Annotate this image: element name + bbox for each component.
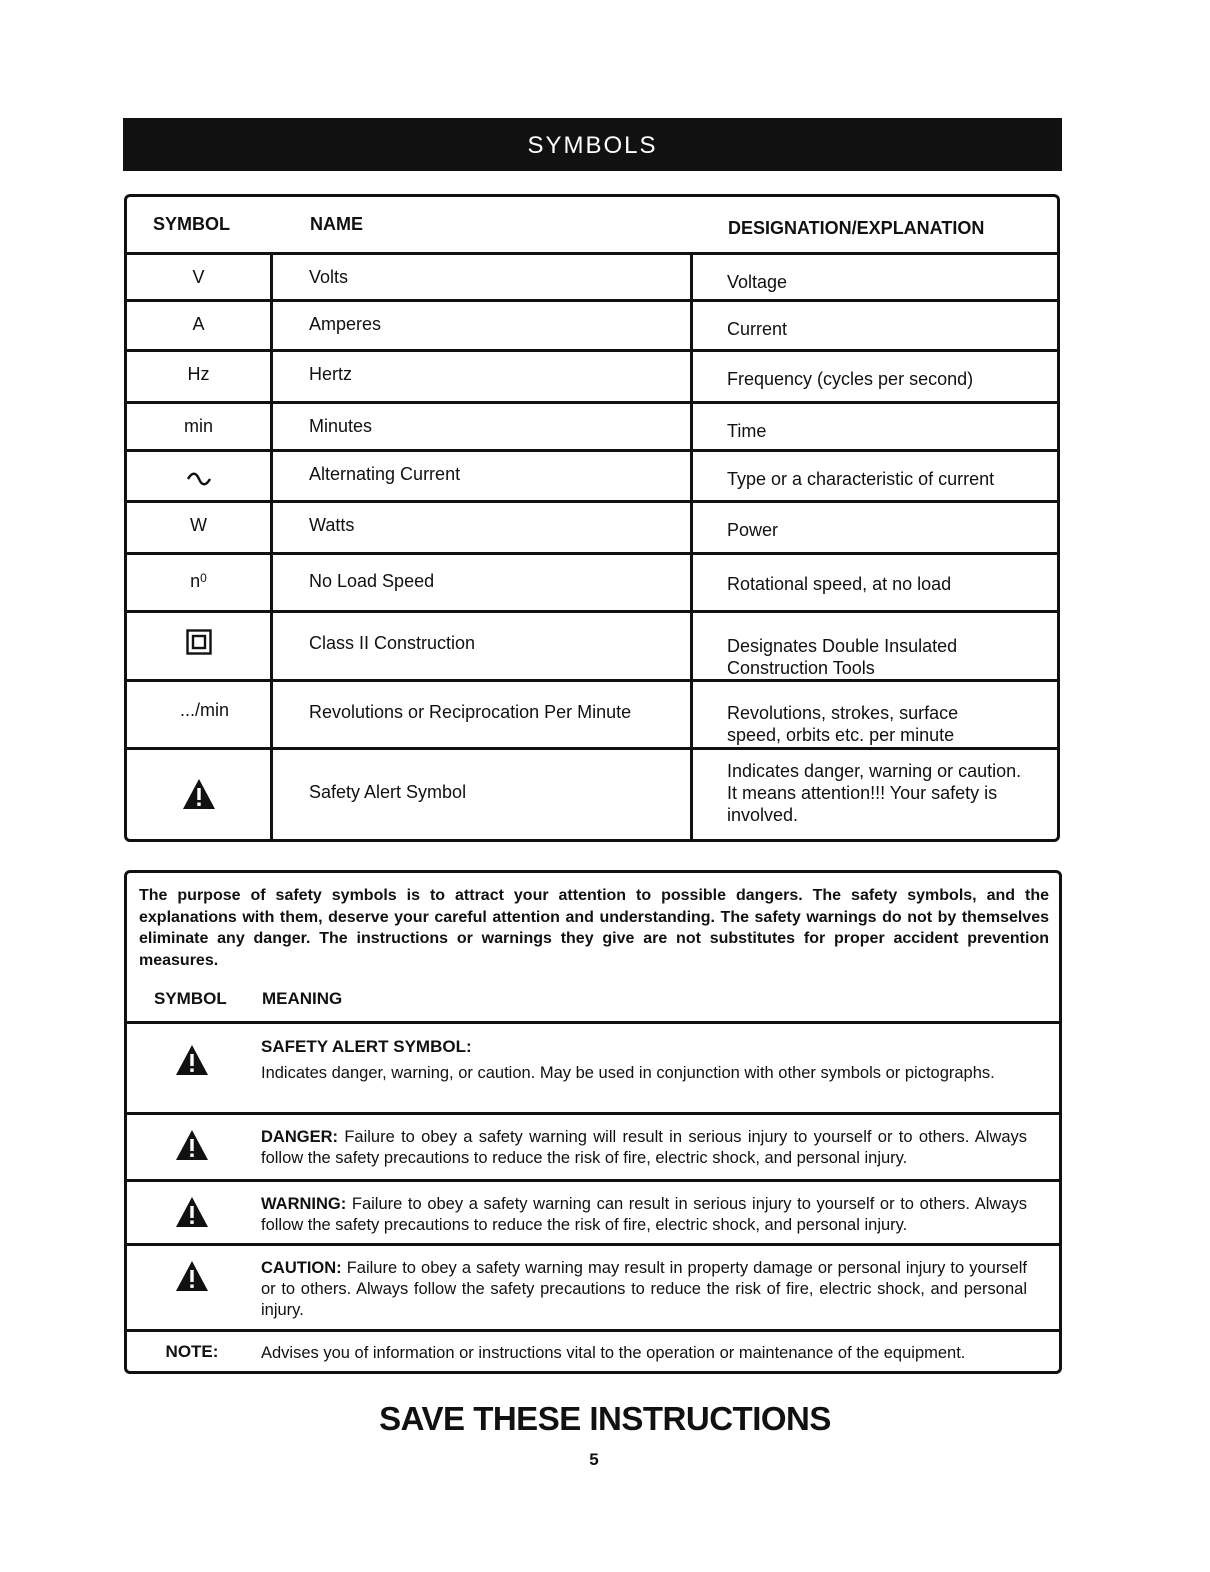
row-meaning [261,1127,1027,1169]
row-name: Hertz [273,352,693,401]
header-symbol: SYMBOL [154,989,227,1008]
row-name: Watts [273,503,693,552]
row-symbol [127,1115,257,1161]
row-symbol [127,1246,257,1292]
row-name: Safety Alert Symbol [273,750,693,839]
row-explanation [693,613,1057,679]
safety-alert-icon [175,1196,209,1228]
header-explanation: DESIGNATION/EXPLANATION [728,218,985,238]
row-explanation: Rotational speed, at no load [727,574,952,594]
row-symbol [127,1182,257,1228]
explanation-line: Construction Tools [727,658,875,678]
explanation-line: Indicates danger, warning or caution. [727,761,1022,781]
alternating-current-icon [186,470,212,490]
note-label: NOTE: [165,1342,219,1361]
row-explanation: Power [727,520,779,540]
note-text: Advises you of information or instructions vital to the operation or maintenance of the equipment. [261,1344,966,1362]
row-symbol [127,1024,257,1076]
safety-row [127,1112,1059,1179]
safety-row [127,1179,1059,1243]
row-name: Minutes [273,404,693,449]
row-name: Amperes [273,302,693,349]
symbols-table-header [127,197,1057,255]
row-symbol: .../min [127,682,273,747]
symbols-table [124,194,1060,842]
table-row [127,613,1057,682]
double-insulated-icon [186,629,212,655]
symbols-banner [123,118,1062,171]
table-row [127,555,1057,613]
safety-alert-icon [175,1129,209,1161]
row-symbol: W [127,503,273,552]
row-label: SAFETY ALERT SYMBOL: [261,1037,472,1056]
safety-symbols-table [124,870,1062,1374]
row-symbol [127,750,273,839]
table-row [127,452,1057,503]
row-explanation [693,682,1057,747]
table-row [127,302,1057,352]
banner-title: SYMBOLS [527,131,658,159]
row-explanation: Frequency (cycles per second) [727,369,974,389]
safety-row [127,1243,1059,1329]
row-symbol: V [127,255,273,299]
explanation-line: Designates Double Insulated [727,636,958,656]
row-text: Failure to obey a safety warning may result in property damage or personal injury to yourself or to others. Always follow the safety precautions to reduce the risk of fire, electric shock, and personal injury. [261,1259,1027,1319]
row-text: Failure to obey a safety warning can result in serious injury to yourself or to others. Always follow the safety precautions to reduce the risk of fire, electric shock, and personal injury. [261,1195,1027,1234]
row-label: WARNING: [261,1195,347,1213]
row-symbol [127,452,273,500]
row-explanation: Voltage [727,272,788,292]
row-name: No Load Speed [273,555,693,610]
safety-row [127,1021,1059,1112]
safety-intro-paragraph: The purpose of safety symbols is to attract your attention to possible dangers. The safety symbols, and the explanations with them, deserve your careful attention and understanding. The safety warnings do not by themselves eliminate any danger. The instructions or warnings they give are not substitutes for proper accident prevention measures. [139,887,1049,969]
row-name: Alternating Current [273,452,693,500]
row-name: Class II Construction [273,613,693,679]
row-explanation: Current [727,319,788,339]
table-row [127,750,1057,839]
safety-alert-icon [175,1044,209,1076]
row-explanation: Time [727,421,767,441]
safety-alert-icon [175,1260,209,1292]
explanation-line: involved. [727,805,799,825]
header-symbol: SYMBOL [153,214,231,234]
page-number: 5 [589,1450,599,1469]
row-symbol: Hz [127,352,273,401]
row-name: Revolutions or Reciprocation Per Minute [273,682,693,747]
table-row [127,682,1057,750]
row-meaning [261,1258,1027,1321]
header-name: NAME [310,214,363,234]
no-load-symbol: n [190,571,201,591]
row-symbol: min [127,404,273,449]
explanation-line: Revolutions, strokes, surface [727,703,959,723]
no-load-subscript: 0 [200,571,207,585]
safety-alert-icon [182,778,216,810]
explanation-line: speed, orbits etc. per minute [727,725,955,745]
table-row [127,404,1057,452]
row-meaning [261,1036,1027,1084]
row-text: Indicates danger, warning, or caution. May be used in conjunction with other symbols or pictographs. [261,1064,995,1082]
row-symbol: A [127,302,273,349]
table-row [127,255,1057,302]
row-name: Volts [273,255,693,299]
row-symbol [127,613,273,679]
row-symbol [127,555,273,610]
table-row [127,352,1057,404]
row-meaning [261,1194,1027,1236]
row-label: DANGER: [261,1128,338,1146]
row-explanation: Type or a characteristic of current [727,469,995,489]
header-meaning: MEANING [262,989,343,1008]
row-text: Failure to obey a safety warning will result in serious injury to yourself or to others. Always follow the safety precautions to reduce the risk of fire, electric shock, and personal injury. [261,1128,1027,1167]
row-label: CAUTION: [261,1259,342,1277]
table-row [127,503,1057,555]
save-instructions-heading: SAVE THESE INSTRUCTIONS [379,1400,831,1437]
note-row [127,1329,1059,1374]
row-explanation [693,750,1057,839]
explanation-line: It means attention!!! Your safety is [727,783,998,803]
